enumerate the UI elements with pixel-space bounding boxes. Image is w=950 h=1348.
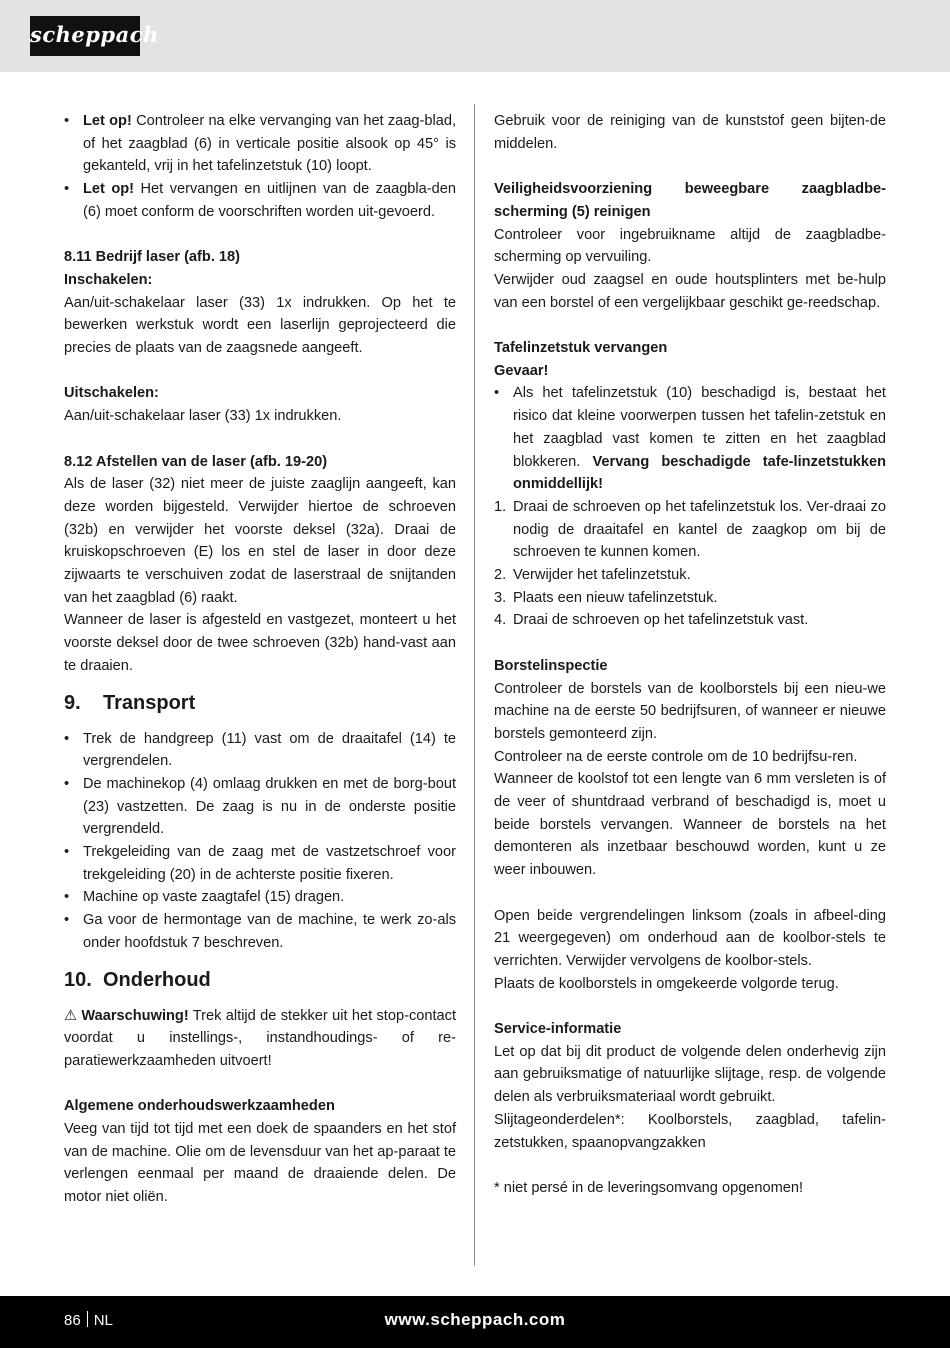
paragraph: Aan/uit-schakelaar laser (33) 1x indrukken. Op het te bewerken werkstuk wordt een laserlijn geprojecteerd die precies de plaats van de zaagsnede aangeeft. xyxy=(64,294,456,357)
list-item: • Ga voor de hermontage van de machine, te werk zo-als onder hoofdstuk 7 beschreven. xyxy=(64,909,456,954)
warning-paragraph: ⚠ Waarschuwing! Trek altijd de stekker uit het stop-contact voordat u instellings-, instandhoudings- of re-paratiewerkzaamheden uitvoert! xyxy=(64,1007,456,1069)
section-8-11-heading: 8.11 Bedrijf laser (afb. 18) xyxy=(64,249,241,266)
warning-triangle-icon: ⚠ xyxy=(64,1007,78,1024)
left-column xyxy=(64,110,456,1209)
scheppach-logo: scheppach xyxy=(30,16,140,56)
paragraph: Veeg van tijd tot tijd met een doek de spaanders en het stof van de machine. Olie om de levensduur van het ap-paraat te verlengen eenmaal per maand de draaiende delen. De motor niet oliën. xyxy=(64,1121,456,1206)
section-9-heading: 9. Transport xyxy=(64,691,196,714)
list-item: • De machinekop (4) omlaag drukken en met de borg-bout (23) vastzetten. De zaag is nu in de onderste positie vergrendeld. xyxy=(64,773,456,841)
subheading: Borstelinspectie xyxy=(494,657,608,674)
section-8-12-heading: 8.12 Afstellen van de laser (afb. 19-20) xyxy=(64,453,328,470)
right-column xyxy=(494,110,886,1200)
subheading: Inschakelen: xyxy=(64,271,153,288)
column-divider xyxy=(474,104,475,1266)
website-url: www.scheppach.com xyxy=(384,1310,566,1329)
paragraph: Verwijder oud zaagsel en oude houtsplinters met be-hulp van een borstel of een vergelijkbaar geschikt ge-reedschap. xyxy=(494,271,886,311)
paragraph: Als de laser (32) niet meer de juiste zaaglijn aangeeft, kan deze worden bijgesteld. Verwijder hiertoe de schroeven (32b) en verwijder het voorste deksel (32a). Draai de kruiskopschroeven (E) los en stel de laser in door deze zijwaarts te verschuiven zodat de laserstraal de snijtanden van het zaagblad (6) raakt. xyxy=(64,476,456,606)
list-item: 2. Verwijder het tafelinzetstuk. xyxy=(494,567,691,584)
list-item: • Trek de handgreep (11) vast om de draaitafel (14) te vergrendelen. xyxy=(64,728,456,773)
footer-bar xyxy=(0,1296,950,1348)
subheading: Service-informatie xyxy=(494,1021,622,1038)
list-item: • Let op! Controleer na elke vervanging van het zaag-blad, of het zaagblad (6) in verticale positie alsook op 45° is gekanteld, vrij in het tafelinzetstuk (10) loopt. xyxy=(64,110,456,178)
list-item: 1. Draai de schroeven op het tafelinzetstuk los. Ver-draai zo nodig de draaitafel en kantel de zaagkop om bij de schroeven te kunnen komen. xyxy=(494,498,886,561)
subheading: Algemene onderhoudswerkzaamheden xyxy=(64,1098,335,1115)
danger-list xyxy=(494,382,886,496)
list-item: 3. Plaats een nieuw tafelinzetstuk. xyxy=(494,589,718,606)
list-item: • Machine op vaste zaagtafel (15) dragen. xyxy=(64,886,456,909)
note-list xyxy=(64,110,456,224)
paragraph: Open beide vergrendelingen linksom (zoals in afbeel-ding 21 weergegeven) om onderhoud aan de koolbor-stels te verrichten. Verwijder vervolgens de koolbor-stels. xyxy=(494,907,886,969)
danger-label: Gevaar! xyxy=(494,362,549,379)
paragraph: Let op dat bij dit product de volgende delen onderhevig zijn aan gebruiksmatige of natuurlijke slijtage, resp. de volgende delen als verbruiksmateriaal wordt gebruikt. xyxy=(494,1043,886,1106)
subheading: Uitschakelen: xyxy=(64,385,159,402)
subheading: Tafelinzetstuk vervangen xyxy=(494,340,668,356)
list-item: • Let op! Het vervangen en uitlijnen van de zaagbla-den (6) moet conform de voorschriften worden uit-gevoerd. xyxy=(64,178,456,223)
section-10-heading: 10. Onderhoud xyxy=(64,968,211,991)
language-code: NL xyxy=(93,1312,113,1329)
list-item: • Trekgeleiding van de zaag met de vastzetschroef voor trekgeleiding (20) in de achterste positie fixeren. xyxy=(64,841,456,886)
subheading: Veiligheidsvoorziening beweegbare zaagbladbe-scherming (5) reinigen xyxy=(494,181,886,220)
paragraph: Wanneer de koolstof tot een lengte van 6 mm versleten is of de veer of shuntdraad verbrand of beschadigd is, moet u beide borstels vervangen. Wanneer de borstels na het demonteren als inzetbaar beschouwd worden, kunt u ze weer inbouwen. xyxy=(494,771,886,879)
paragraph: Gebruik voor de reiniging van de kunststof geen bijten-de middelen. xyxy=(494,113,886,152)
paragraph: Controleer na de eerste controle om de 10 bedrijfsu-ren. xyxy=(494,748,858,765)
paragraph: Plaats de koolborstels in omgekeerde volgorde terug. xyxy=(494,975,839,992)
footnote: * niet persé in de leveringsomvang opgenomen! xyxy=(494,1179,804,1196)
transport-list xyxy=(64,728,456,955)
list-item: • Als het tafelinzetstuk (10) beschadigd is, bestaat het risico dat kleine voorwerpen tussen het tafelin-zetstuk en het zaagblad vast komen te zitten en het zaagblad blokkeren. Vervang beschadigde tafe-linzetstukken onmiddellijk! xyxy=(494,382,886,496)
paragraph: Wanneer de laser is afgesteld en vastgezet, monteert u het voorste deksel door de twee schroeven (32b) hand-vast aan te draaien. xyxy=(64,612,456,674)
header-bar xyxy=(0,0,950,72)
steps-list xyxy=(494,496,886,632)
page-number: 86 NL xyxy=(64,1312,113,1329)
paragraph: Aan/uit-schakelaar laser (33) 1x indrukken. xyxy=(64,408,342,425)
paragraph: Controleer voor ingebruikname altijd de zaagbladbe-scherming op vervuiling. xyxy=(494,226,886,266)
paragraph: Controleer de borstels van de koolborstels bij een nieu-we machine na de eerste 50 bedrijfsuren, of wanneer er nieuwe borstels gemonteerd zijn. xyxy=(494,680,886,742)
paragraph: Slijtageonderdelen*: Koolborstels, zaagblad, tafelin-zetstukken, spaanopvangzakken xyxy=(494,1111,886,1151)
list-item: 4. Draai de schroeven op het tafelinzetstuk vast. xyxy=(494,612,809,629)
